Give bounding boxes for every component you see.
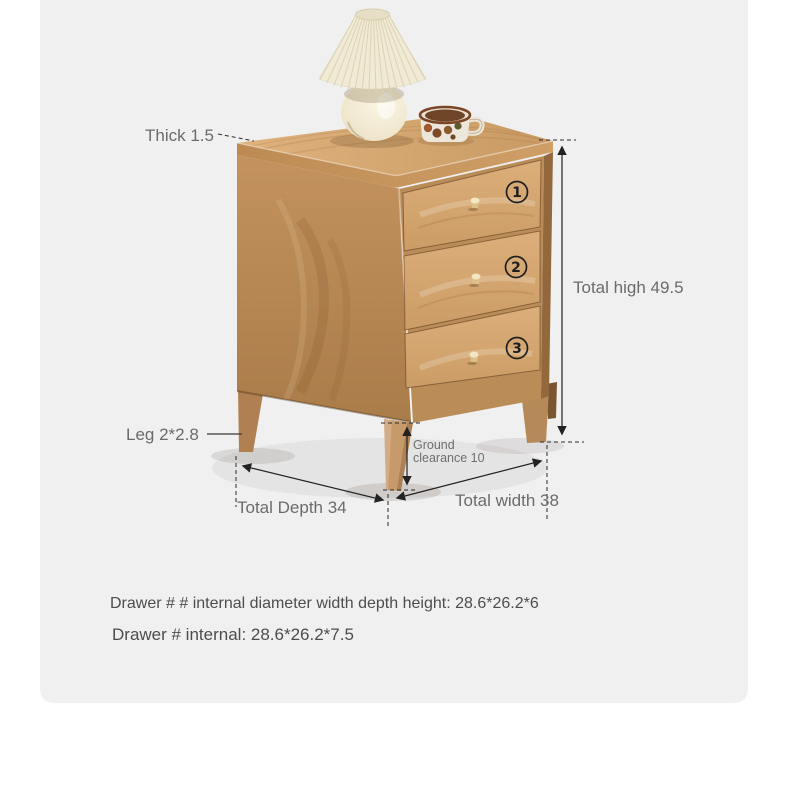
ground-clearance-label-line2: clearance 10 bbox=[413, 451, 485, 465]
ground-clearance-label-line1: Ground bbox=[413, 438, 455, 452]
spec-line-1: Drawer # # internal diameter width depth height: 28.6*26.2*6 bbox=[110, 595, 539, 612]
drawer-3-number: 3 bbox=[512, 341, 522, 357]
nightstand-front-face bbox=[399, 152, 553, 423]
thickness-label: Thick 1.5 bbox=[145, 126, 214, 145]
drawer-2-number: 2 bbox=[511, 260, 521, 276]
spec-line-2: Drawer # internal: 28.6*26.2*7.5 bbox=[112, 625, 354, 644]
total-depth-label: Total Depth 34 bbox=[237, 498, 347, 517]
leg-label: Leg 2*2.8 bbox=[126, 425, 199, 444]
total-height-label: Total high 49.5 bbox=[573, 278, 684, 297]
total-width-label: Total width 38 bbox=[455, 491, 559, 510]
drawer-1-number: 1 bbox=[512, 185, 522, 201]
nightstand-left-panel bbox=[237, 155, 411, 422]
